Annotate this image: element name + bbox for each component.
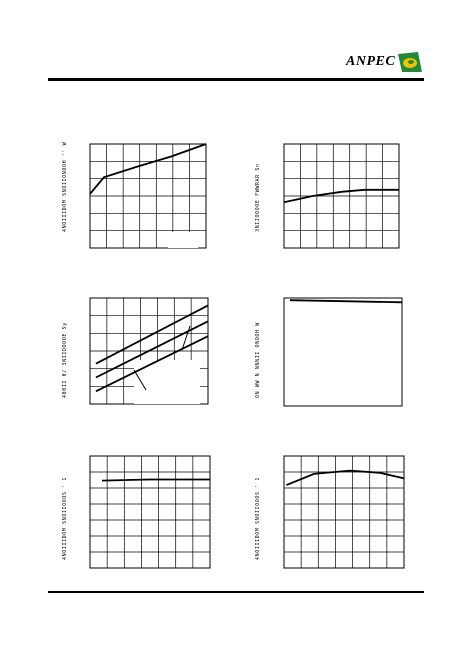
series-line-1 [290,300,402,302]
plot-frame [284,456,404,568]
header-rule [48,78,424,81]
logo-mark-inner [408,60,414,64]
chart-6-ylabel: 4NOIIIDOM SNOIIOOOS ' 1 [255,476,261,560]
chart-5 [90,456,210,568]
chart-4-ylabel: ON WW N NNNII ONOOH W [255,322,261,398]
plot-frame [90,456,210,568]
anpec-logo-icon [396,50,424,74]
chart-2 [284,144,399,248]
chart-2-ylabel: 3NIIOOOOE FWWRAR Sn [255,163,261,232]
series-line-1 [90,144,206,194]
chart-3 [90,298,208,404]
chart-5-ylabel: 4NOIIIDOM SNOIIOOOS ' 1 [62,476,68,560]
brand-name: ANPEC [346,54,396,69]
footer-rule [48,591,424,593]
series-line-1 [102,480,210,481]
chart-4 [284,298,402,406]
series-line-1 [286,471,404,486]
chart-1 [90,144,206,248]
legend-area [134,360,200,404]
legend-area [168,232,198,248]
brand-logo [346,50,428,76]
chart-3-ylabel: 400II 0/ 3NIIOOOOE Sy [62,322,68,398]
chart-6 [284,456,404,568]
chart-1-ylabel: 4NOIIIDOM SNOIIONOOH '' W [62,141,68,232]
plot-frame [284,298,402,406]
